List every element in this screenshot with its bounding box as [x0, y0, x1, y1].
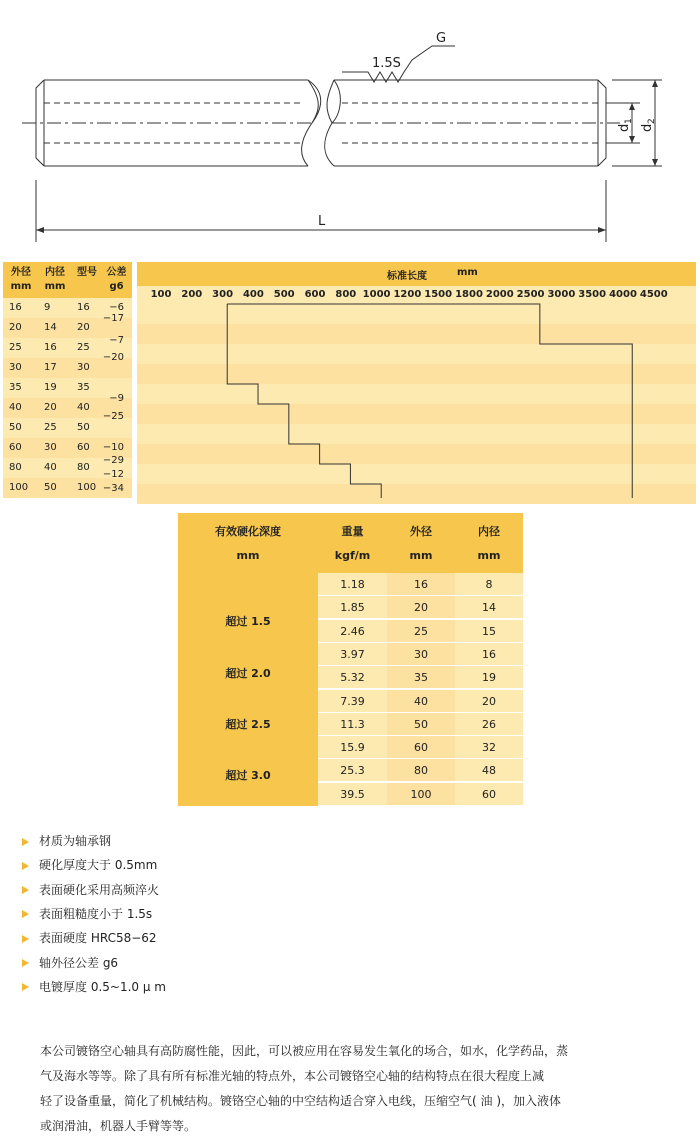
header-tolerance	[101, 262, 132, 298]
header-unit: mm	[236, 549, 260, 562]
bullet-triangle-icon	[22, 886, 29, 894]
outer-diameter-cell: 80	[9, 462, 22, 473]
feature-item	[22, 881, 159, 899]
tolerance-value: −34	[102, 483, 124, 494]
length-tick-label: 400	[242, 289, 264, 300]
outer-diameter-cell: 60	[387, 736, 455, 759]
weight-cell: 1.85	[318, 596, 387, 619]
model-cell: 60	[77, 442, 90, 453]
outer-diameter-cell: 50	[387, 713, 455, 736]
roughness-symbol-label: G	[436, 31, 447, 46]
inner-diameter-cell: 16	[44, 342, 57, 353]
header-weight	[318, 513, 387, 573]
outer-diameter-cell: 80	[387, 759, 455, 782]
header-label: 外径	[11, 267, 31, 278]
availability-staircase-line	[227, 304, 632, 498]
length-tick-label: 2000	[485, 289, 514, 300]
outer-diameter-cell: 25	[387, 620, 455, 643]
inner-diameter-cell: 14	[455, 596, 523, 619]
model-cell: 30	[77, 362, 90, 373]
hardening-depth-column	[178, 573, 318, 806]
length-tick-label: 3000	[547, 289, 576, 300]
length-tick-label: 1800	[455, 289, 483, 300]
feature-item	[22, 832, 111, 850]
header-unit: mm	[10, 281, 32, 292]
model-cell: 80	[77, 462, 90, 473]
outer-diameter-cell: 16	[9, 302, 22, 313]
description-line: 气及海水等等。除了具有所有标准光轴的特点外，本公司镀铬空心轴的结构特点在很大程度上减	[40, 1069, 545, 1083]
feature-text: 轴外径公差 g6	[39, 955, 119, 970]
length-chart-title: 标准长度	[387, 271, 427, 282]
feature-item	[22, 856, 157, 874]
weight-cell: 39.5	[318, 783, 387, 806]
length-tick-label: 100	[150, 289, 172, 300]
feature-text: 表面硬化采用高频淬火	[39, 882, 160, 897]
outer-diameter-cell: 60	[9, 442, 22, 453]
inner-diameter-cell: 19	[44, 382, 57, 393]
shaft-spec-table	[3, 262, 132, 498]
bullet-triangle-icon	[22, 838, 29, 846]
header-unit: mm	[477, 549, 501, 562]
weight-cell: 1.18	[318, 573, 387, 596]
feature-text: 材质为轴承钢	[39, 834, 112, 848]
inner-diameter-cell: 17	[44, 362, 57, 373]
description-line: 或润滑油，机器人手臂等等。	[40, 1119, 197, 1133]
inner-diameter-cell: 19	[455, 666, 523, 689]
feature-text: 硬化厚度大于 0.5mm	[39, 858, 158, 873]
weight-cell: 2.46	[318, 620, 387, 643]
header-label: 内径	[478, 525, 500, 538]
outer-diameter-cell: 50	[9, 422, 22, 433]
tolerance-value: −25	[102, 411, 124, 422]
tolerance-value: −20	[102, 352, 124, 363]
outer-diameter-cell: 30	[9, 362, 22, 373]
length-tick-label: 600	[304, 289, 326, 300]
length-tick-label: 1000	[362, 289, 391, 300]
feature-item	[22, 929, 157, 947]
inner-diameter-cell: 30	[44, 442, 57, 453]
header-outer-diameter	[387, 513, 455, 573]
length-label: L	[318, 214, 326, 229]
header-unit: g6	[109, 281, 124, 292]
outer-diameter-cell: 40	[9, 402, 22, 413]
tolerance-value: −6	[109, 302, 124, 313]
length-chart-unit: mm	[457, 267, 478, 278]
weight-cell: 11.3	[318, 713, 387, 736]
inner-diameter-cell: 60	[455, 783, 523, 806]
inner-diameter-cell: 40	[44, 462, 57, 473]
model-cell: 20	[77, 322, 90, 333]
header-inner-diameter	[455, 513, 523, 573]
outer-diameter-cell: 35	[387, 666, 455, 689]
length-tick-label: 1200	[393, 289, 422, 300]
d2-label: d	[640, 123, 655, 132]
outer-diameter-cell: 20	[9, 322, 22, 333]
outer-diameter-cell: 35	[9, 382, 22, 393]
weight-cell: 7.39	[318, 690, 387, 713]
outer-diameter-cell: 20	[387, 596, 455, 619]
inner-diameter-cell: 8	[455, 573, 523, 596]
outer-diameter-cell: 30	[387, 643, 455, 666]
d1-subscript: 1	[624, 118, 634, 124]
weight-cell: 25.3	[318, 759, 387, 782]
feature-item	[22, 905, 152, 923]
length-tick-label: 300	[212, 289, 234, 300]
outer-diameter-cell: 100	[9, 482, 29, 493]
header-outer-diameter	[3, 262, 39, 298]
header-hardening-depth	[178, 513, 318, 573]
hardening-depth-value: 超过 1.5	[225, 615, 271, 628]
model-cell: 35	[77, 382, 90, 393]
length-tick-label: 2500	[516, 289, 545, 300]
model-cell: 50	[77, 422, 90, 433]
header-unit: mm	[409, 549, 433, 562]
inner-diameter-cell: 14	[44, 322, 57, 333]
outer-diameter-cell: 40	[387, 690, 455, 713]
length-tick-label: 800	[335, 289, 357, 300]
hardening-depth-value: 超过 2.5	[225, 718, 271, 731]
hardening-depth-value: 超过 2.0	[225, 667, 271, 680]
feature-item	[22, 978, 166, 996]
tolerance-value: −17	[102, 313, 124, 324]
header-label: 外径	[410, 525, 432, 538]
bullet-triangle-icon	[22, 935, 29, 943]
inner-diameter-cell: 9	[44, 302, 51, 313]
tolerance-value: −29	[102, 455, 124, 466]
feature-text: 表面粗糙度小于 1.5s	[39, 906, 153, 921]
d2-subscript: 2	[647, 118, 657, 124]
feature-item	[22, 954, 118, 972]
length-tick-label: 1500	[424, 289, 453, 300]
inner-diameter-cell: 25	[44, 422, 57, 433]
header-unit: mm	[44, 281, 66, 292]
header-label: 重量	[341, 525, 364, 538]
length-tick-label: 3500	[578, 289, 607, 300]
tolerance-value: −10	[102, 442, 124, 453]
header-label: 公差	[106, 267, 127, 278]
weight-cell: 3.97	[318, 643, 387, 666]
length-tick-label: 4000	[609, 289, 637, 300]
model-cell: 25	[77, 342, 90, 353]
outer-diameter-cell: 16	[387, 573, 455, 596]
inner-diameter-cell: 32	[455, 736, 523, 759]
inner-diameter-cell: 20	[44, 402, 57, 413]
tolerance-value: −9	[109, 393, 124, 404]
length-tick-label: 500	[273, 289, 295, 300]
inner-diameter-cell: 20	[455, 690, 523, 713]
standard-length-chart	[137, 262, 696, 498]
header-unit: kgf/m	[334, 549, 371, 562]
inner-diameter-cell: 26	[455, 713, 523, 736]
length-availability-outline	[137, 262, 696, 498]
d1-label: d	[617, 123, 632, 132]
inner-diameter-cell: 16	[455, 643, 523, 666]
bullet-triangle-icon	[22, 983, 29, 991]
header-inner-diameter	[39, 262, 71, 298]
header-label: 内径	[45, 267, 65, 278]
feature-text: 表面硬度 HRC58−62	[39, 931, 157, 946]
tolerance-value: −7	[109, 335, 124, 346]
inner-diameter-cell: 50	[44, 482, 57, 493]
header-label: 型号	[77, 267, 97, 278]
bullet-triangle-icon	[22, 910, 29, 918]
inner-diameter-cell: 15	[455, 620, 523, 643]
feature-text: 电镀厚度 0.5~1.0 μ m	[39, 979, 166, 994]
header-label: 有效硬化深度	[215, 525, 281, 538]
weight-cell: 15.9	[318, 736, 387, 759]
bullet-triangle-icon	[22, 959, 29, 967]
outer-diameter-cell: 100	[387, 783, 455, 806]
inner-diameter-cell: 48	[455, 759, 523, 782]
model-cell: 100	[77, 482, 97, 493]
model-cell: 40	[77, 402, 90, 413]
length-tick-label: 200	[181, 289, 203, 300]
weight-cell: 5.32	[318, 666, 387, 689]
outer-diameter-cell: 25	[9, 342, 22, 353]
hardening-depth-table	[178, 513, 523, 806]
roughness-value: 1.5S	[372, 56, 401, 71]
model-cell: 16	[77, 302, 90, 313]
tolerance-value: −12	[102, 469, 124, 480]
header-model	[71, 262, 103, 298]
bullet-triangle-icon	[22, 862, 29, 870]
hardening-depth-value: 超过 3.0	[225, 769, 271, 782]
shaft-drawing	[0, 0, 700, 250]
description-line: 轻了设备重量，简化了机械结构。镀铬空心轴的中空结构适合穿入电线，压缩空气( 油 )，加入液体	[40, 1094, 561, 1108]
description-line: 本公司镀铬空心轴具有高防腐性能，因此，可以被应用在容易发生氧化的场合，如水，化学药品，蒸	[40, 1044, 569, 1058]
length-tick-label: 4500	[639, 289, 668, 300]
